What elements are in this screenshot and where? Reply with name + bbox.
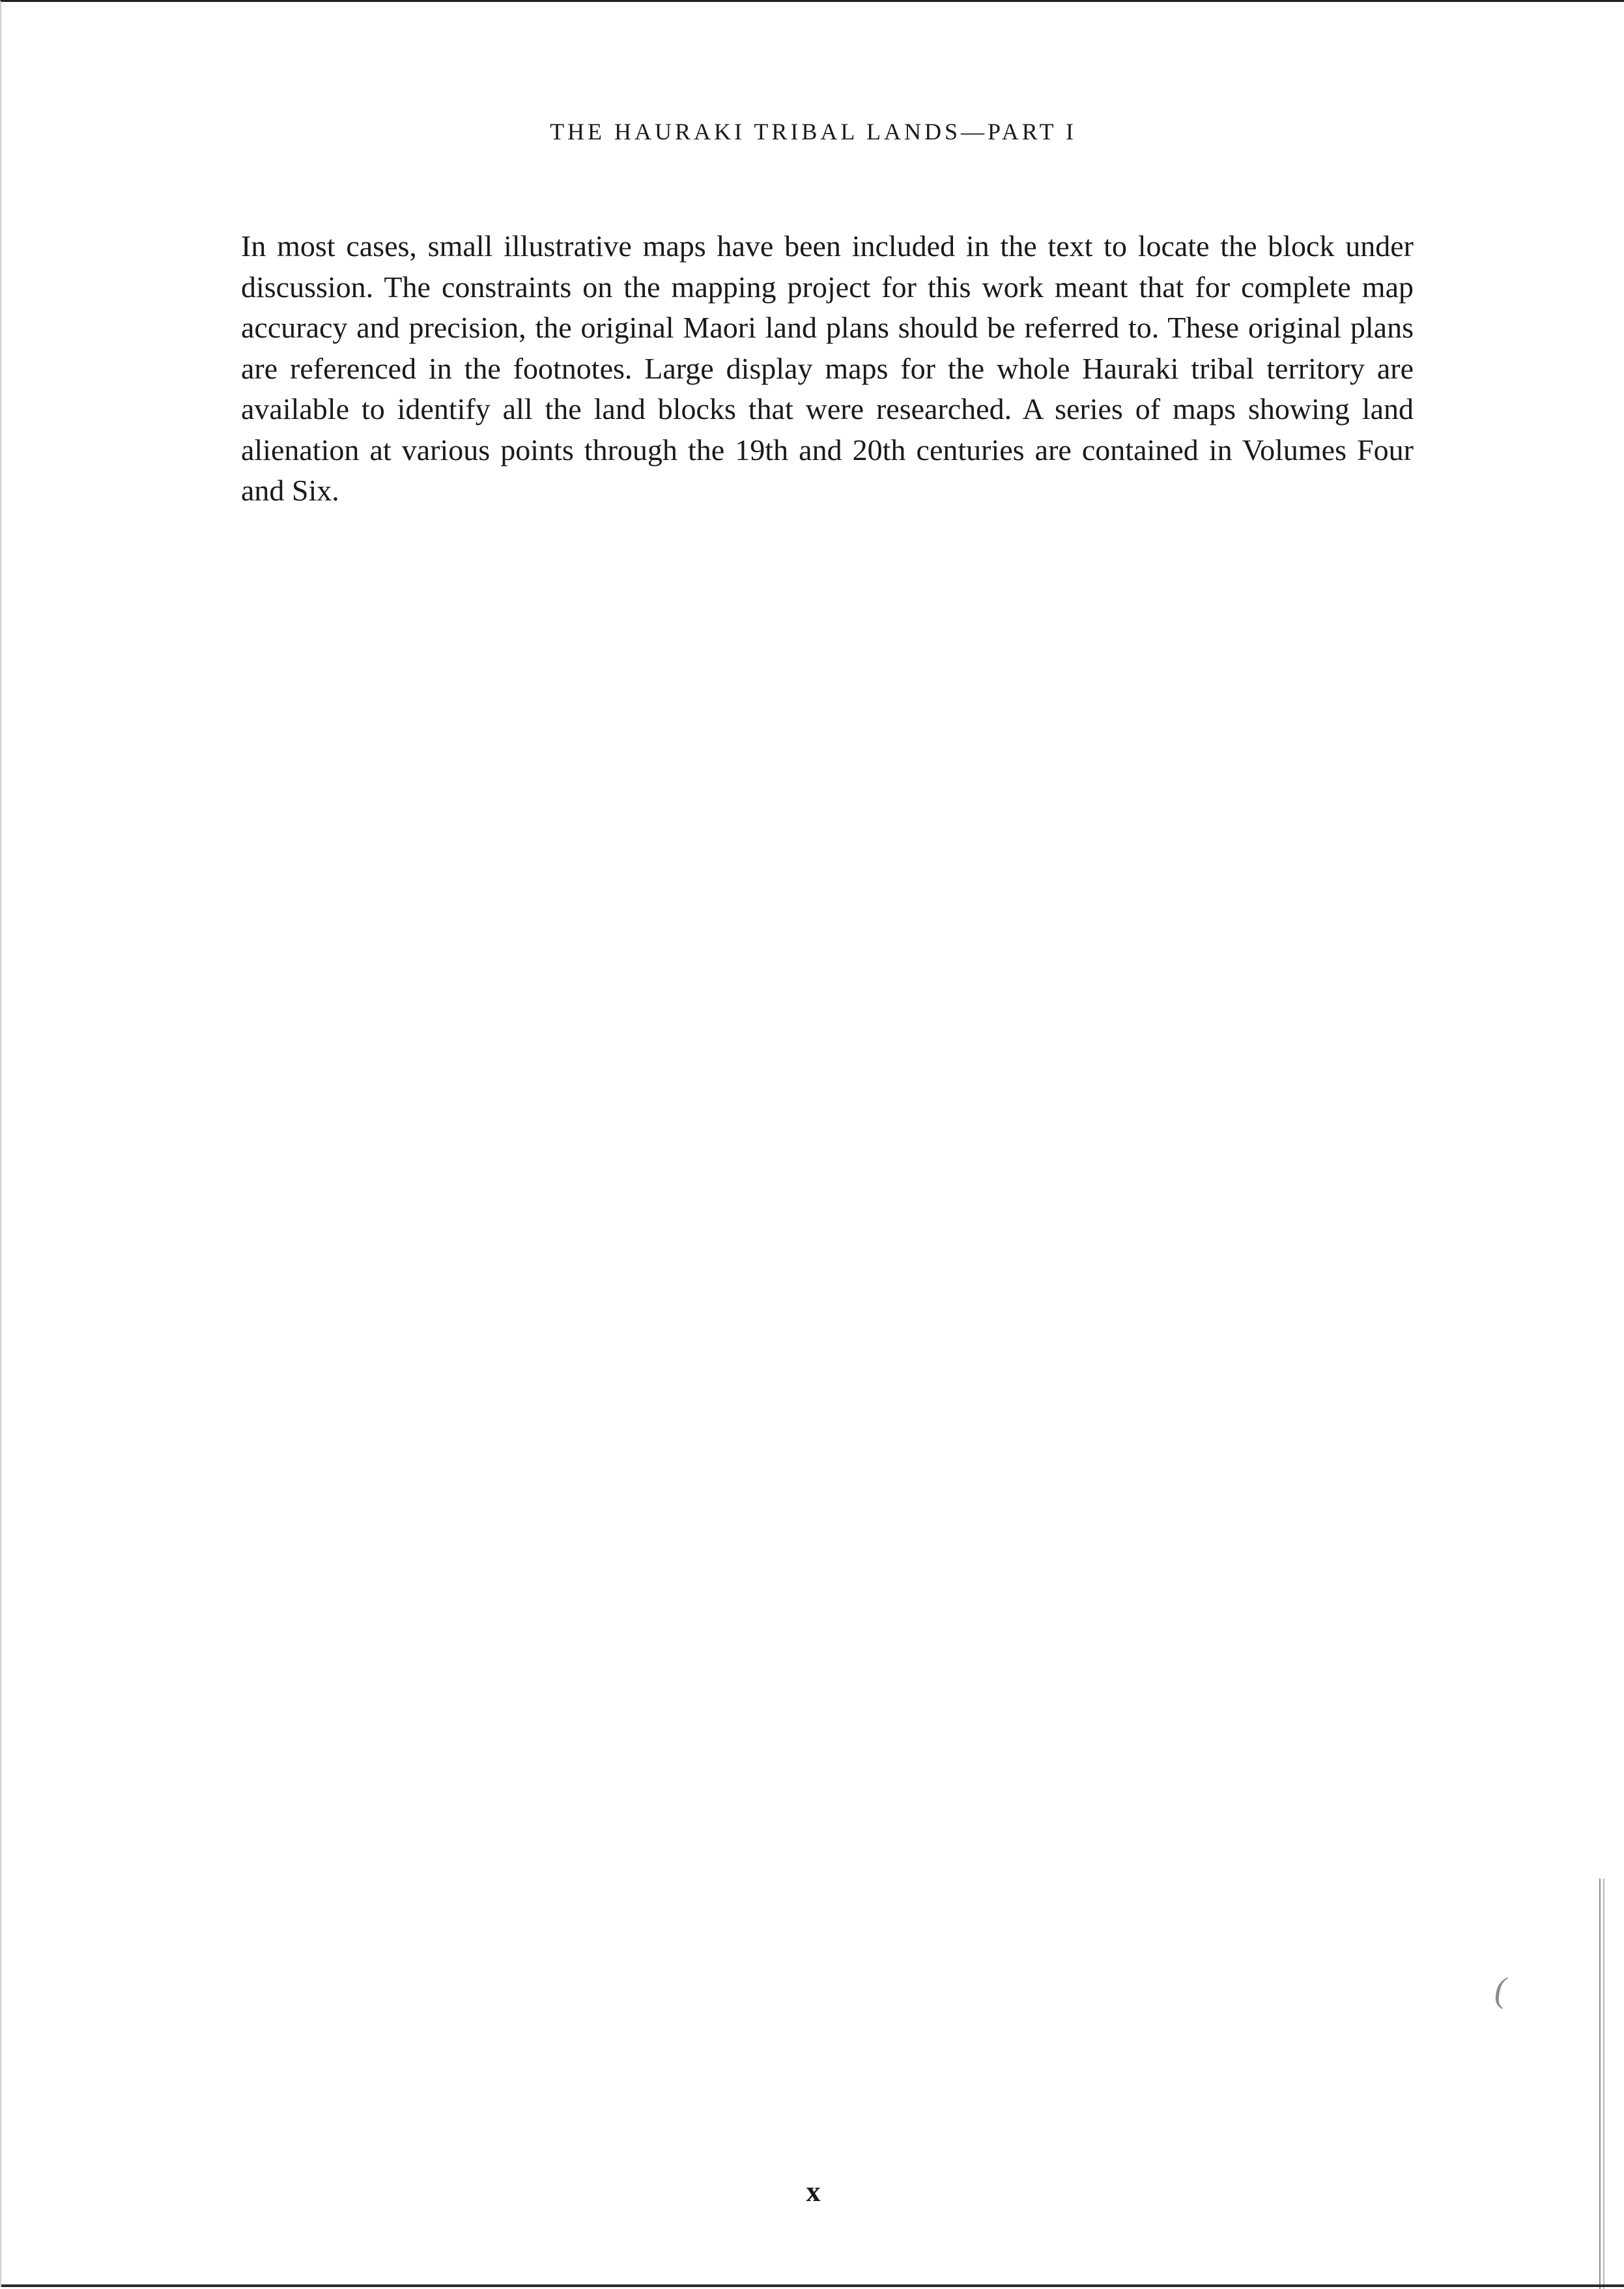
scan-edge-bottom [1,2284,1624,2287]
running-head: THE HAURAKI TRIBAL LANDS—PART I [550,119,1077,145]
scan-edge-right [1599,1879,1604,2289]
page-number: x [806,2176,821,2208]
margin-mark: ( [1494,1970,1506,2009]
body-paragraph: In most cases, small illustrative maps have been included in the text to locate the block under discussion. The constraints on the mapping project for this work meant that for complete map accuracy and precision, the original Maori land plans should be referred to. These original plans are referenced in the footnotes. Large display maps for the whole Hauraki tribal territory are available to identify all the land blocks that were researched. A series of maps showing land alienation at various points through the 19th and 20th centuries are contained in Volumes Four and Six. [241,229,1414,507]
